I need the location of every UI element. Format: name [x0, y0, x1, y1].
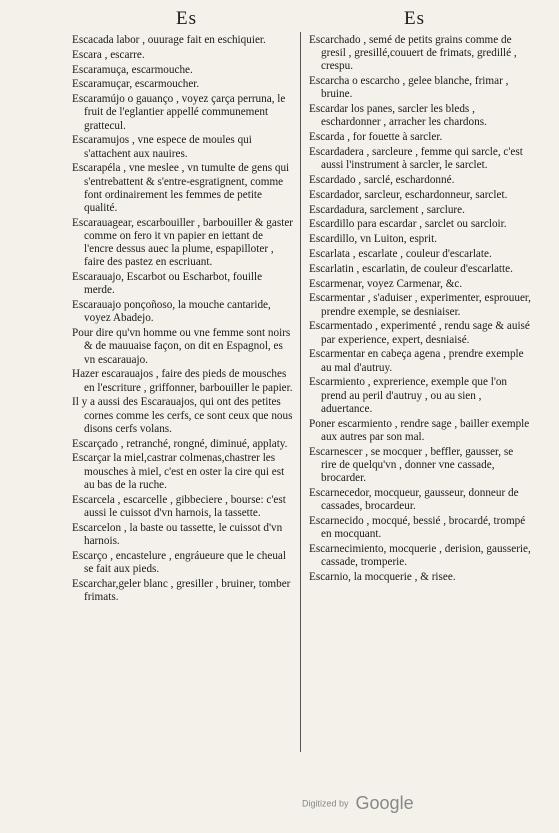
dictionary-entry: Escarchar,geler blanc , gresiller , bruiner, tomber frimats. [72, 577, 291, 603]
dictionary-entry: Escarçar la miel,castrar colmenas,chastrer les mousches à miel, c'est en oster la cire qui est au bas de la ruche. [72, 452, 285, 491]
google-logo: Google [355, 793, 414, 813]
running-head-right: Es [404, 8, 425, 29]
google-watermark [302, 793, 414, 814]
dictionary-entry: Escarçado , retranché, rongné, diminué, applaty. [72, 437, 288, 450]
dictionary-entry: Escardadera , sarcleure , femme qui sarcle, c'est aussi l'instrument à sarcler, le sarclet. [309, 146, 523, 172]
dictionary-entry: Escaramujos , vne espece de moules qui s'attachent aux nauires. [72, 134, 252, 160]
dictionary-entry: Escarnecido , mocqué, bessié , brocardé, trompé en mocquant. [309, 514, 526, 540]
dictionary-entry: Escardillo para escardar , sarclet ou sarcloir. [309, 218, 507, 231]
dictionary-entry: Escarmiento , exprerience, exemple que l'on prend au peril d'autruy , ou au sien , aduertance. [309, 376, 508, 415]
digitized-label: Digitized by [302, 798, 349, 809]
left-column [72, 34, 294, 606]
running-head-left: Es [176, 8, 197, 29]
dictionary-entry: Escarlatin , escarlatin, de couleur d'escarlatte. [309, 262, 513, 275]
dictionary-entry: Escarmentado , experimenté , rendu sage & auisé par experience, expert, desniaisé. [309, 320, 530, 346]
dictionary-entry: Escarnescer , se mocquer , beffler, gausser, se rire de quelqu'vn , donner vne cassade, brocarder. [309, 445, 514, 484]
dictionary-entry: Escardador, sarcleur, eschardonneur, sarclet. [309, 188, 508, 201]
dictionary-entry: Il y a aussi des Escarauajos, qui ont des petites cornes comme les cerfs, ce sont ceux que nous disons cerfs volans. [72, 396, 293, 435]
dictionary-entry: Escarmentar en cabeça agena , prendre exemple au mal d'autruy. [309, 348, 524, 374]
dictionary-entry: Escaramújo o gauanço , voyez çarça perruna, le fruit de l'eglantier appellé communement grattecul. [72, 93, 286, 132]
dictionary-entry: Escardar los panes, sarcler les bleds , eschardonner , arracher les chardons. [309, 103, 487, 129]
dictionary-entry: Escarço , encastelure , engráueure que le cheual se fait aux pieds. [72, 549, 286, 575]
dictionary-entry: Escardado , sarclé, eschardonné. [309, 174, 455, 186]
dictionary-entry: Escarcela , escarcelle , gibbeciere , bourse: c'est aussi le cuissot d'vn harnois, la tassette. [72, 493, 286, 519]
dictionary-entry: Poner escarmiento , rendre sage , bailler exemple aux autres par son mal. [309, 417, 530, 443]
dictionary-entry: Escarauajo ponçoñoso, la mouche cantaride, voyez Abadejo. [72, 299, 271, 325]
dictionary-entry: Escaramuçar, escarmoucher. [72, 78, 200, 91]
dictionary-entry: Escara , escarre. [72, 48, 145, 61]
dictionary-entry: Escardadura, sarclement , sarclure. [309, 203, 465, 216]
dictionary-entry: Escarchado , semé de petits grains comme de gresil , gresillé,couuert de frimats, gredillé , crespu. [309, 34, 517, 73]
dictionary-entry: Escardillo, vn Luiton, esprit. [309, 233, 438, 246]
dictionary-entry: Escaramuça, escarmouche. [72, 63, 193, 76]
dictionary-entry: Escarmentar , s'aduiser , experimenter, esprouuer, prendre exemple, se desniaiser. [309, 292, 531, 318]
dictionary-entry: Escarnecimiento, mocquerie , derision, gausserie, cassade, tromperie. [309, 542, 531, 568]
dictionary-entry: Hazer escarauajos , faire des pieds de mousches en l'escriture , griffonner, barbouiller le papier. [72, 368, 293, 394]
dictionary-entry: Escarnecedor, mocqueur, gausseur, donneur de cassades, brocardeur. [309, 486, 519, 512]
column-divider [300, 32, 301, 752]
dictionary-entry: Escacada labor , ouurage fait en eschiquier. [72, 34, 266, 46]
dictionary-entry: Escarcelon , la baste ou tassette, le cuissot d'vn harnois. [72, 521, 283, 547]
dictionary-entry: Escarmenar, voyez Carmenar, &c. [309, 277, 463, 290]
dictionary-entry: Escarauagear, escarbouiller , barbouiller & gaster comme on fero it vn papier en iettant de l'encre dessus auec la plume, espapilloter , faire des pastez en escriuant. [72, 216, 294, 269]
dictionary-entry: Escarnio, la mocquerie , & risee. [309, 570, 456, 583]
dictionary-entry: Escarcha o escarcho , gelee blanche, frimar , bruine. [309, 75, 509, 101]
dictionary-entry: Pour dire qu'vn homme ou vne femme sont noirs & de mauuaise façon, on dit en Espagnol, es vn escarauajo. [72, 327, 291, 366]
dictionary-entry: Escarauajo, Escarbot ou Escharbot, fouille merde. [72, 271, 263, 297]
dictionary-entry: Escarlata , escarlate , couleur d'escarlate. [309, 247, 492, 260]
dictionary-entry: Escarda , for fouette à sarcler. [309, 131, 443, 144]
right-column [309, 34, 531, 586]
dictionary-entry: Escarapéla , vne meslee , vn tumulte de gens qui s'entrebattent & s'entre-esgratignent, comme font ordinairement les femmes de petite qualité. [72, 162, 290, 214]
